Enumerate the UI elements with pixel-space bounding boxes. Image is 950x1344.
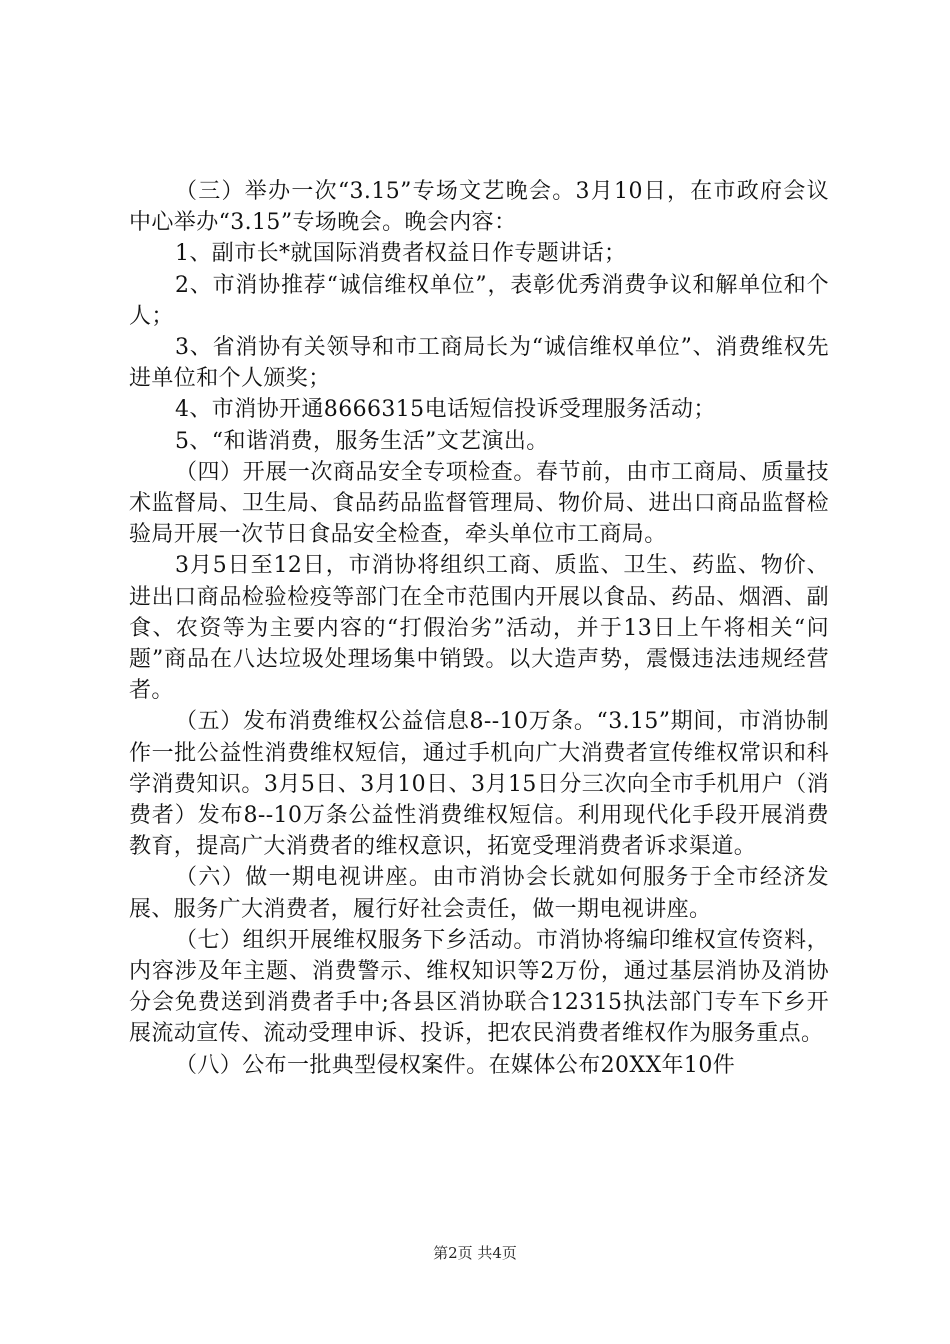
document-body [129, 176, 829, 1081]
list-item-1: 1、副市长*就国际消费者权益日作专题讲话； [175, 241, 627, 267]
paragraph-section-5: （五）发布消费维权公益信息8--10万条。“3.15”期间，市消协制作一批公益性消费维权短信，通过手机向广大消费者宣传维权常识和科学消费知识。3月5日、3月10日、3月15日分三次向全市手机用户（消费者）发布8--10万条公益性消费维权短信。利用现代化手段开展消费教育，提高广大消费者的维权意识，拓宽受理消费者诉求渠道。 [129, 709, 829, 860]
paragraph-section-7: （七）组织开展维权服务下乡活动。市消协将编印维权宣传资料，内容涉及年主题、消费警示、维权知识等2万份，通过基层消协及消协分会免费送到消费者手中;各县区消协联合12315执法部门专车下乡开展流动宣传、流动受理申诉、投诉，把农民消费者维权作为服务重点。 [129, 927, 829, 1047]
paragraph-section-6: （六）做一期电视讲座。由市消协会长就如何服务于全市经济发展、服务广大消费者，履行好社会责任，做一期电视讲座。 [129, 865, 829, 922]
page-footer: 第2页 共4页 [433, 1244, 517, 1262]
paragraph-section-3: （三）举办一次“3.15”专场文艺晚会。3月10日，在市政府会议中心举办“3.15”专场晚会。晚会内容： [129, 179, 829, 236]
list-item-3: 3、省消协有关领导和市工商局长为“诚信维权单位”、消费维权先进单位和个人颁奖； [129, 335, 829, 392]
list-item-4: 4、市消协开通8666315电话短信投诉受理服务活动； [175, 397, 716, 423]
list-item-2: 2、市消协推荐“诚信维权单位”，表彰优秀消费争议和解单位和个人； [129, 272, 829, 329]
paragraph-section-8: （八）公布一批典型侵权案件。在媒体公布20XX年10件 [175, 1052, 736, 1078]
paragraph-section-4: （四）开展一次商品安全专项检查。春节前，由市工商局、质量技术监督局、卫生局、食品药品监督管理局、物价局、进出口商品监督检验局开展一次节日食品安全检查，牵头单位市工商局。 [129, 459, 829, 548]
paragraph-crackdown: 3月5日至12日，市消协将组织工商、质监、卫生、药监、物价、进出口商品检验检疫等部门在全市范围内开展以食品、药品、烟酒、副食、农资等为主要内容的“打假治劣”活动，并于13日上午将相关“问题”商品在八达垃圾处理场集中销毁。以大造声势，震慑违法违规经营者。 [129, 553, 829, 704]
list-item-5: 5、“和谐消费，服务生活”文艺演出。 [175, 428, 549, 454]
